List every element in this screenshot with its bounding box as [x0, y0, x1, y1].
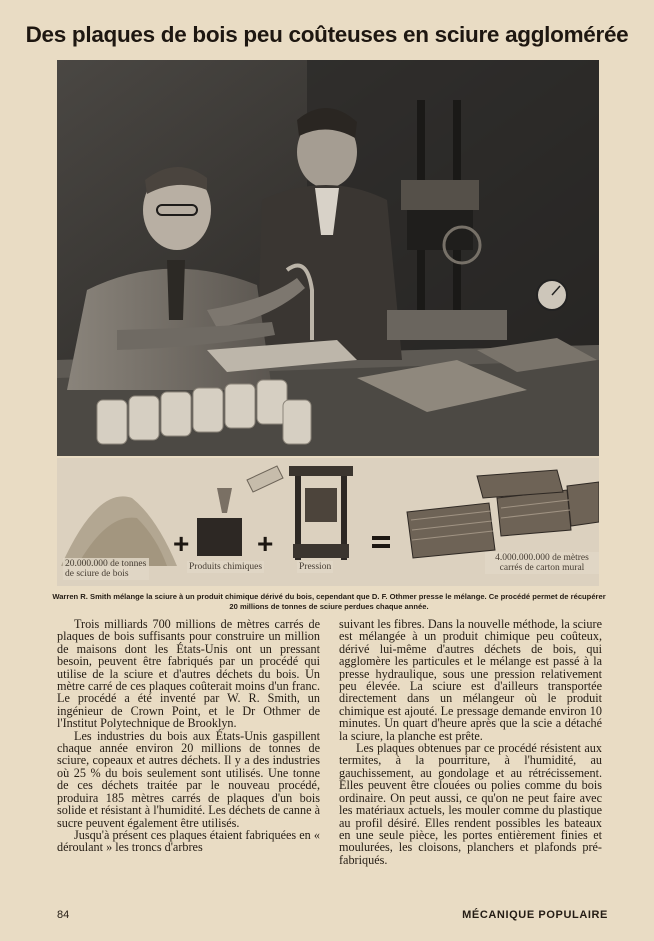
article-title: Des plaques de bois peu coûteuses en sciure agglomérée: [25, 22, 629, 47]
paragraph: Les industries du bois aux États-Unis gaspillent chaque année environ 20 millions de tonnes de sciure, copeaux et autres déchets. Il y a des industries où 25 % du bois seulement sont utilisés. Une tonne de ces déchets traitée par le nouveau procédé, produira 185 mètres carrés de plaques d'un bois solide et résistant à l'humidité. Les déchets de canne à sucre peuvent également être utilisés.: [57, 728, 320, 830]
plus-symbol-2: +: [257, 528, 274, 559]
paragraph: Jusqu'à présent ces plaques étaient fabriquées en « déroulant » les troncs d'arbres: [57, 827, 320, 855]
diagram-label-result: 4.000.000.000 de mètres carrés de carton mural: [485, 552, 599, 574]
page-number: 84: [57, 909, 70, 921]
diagram-label-chemicals: Produits chimiques: [189, 562, 263, 572]
paragraph: Les plaques obtenues par ce procédé résistent aux termites, à la pourriture, à l'humidité, au gauchissement, au gondolage et au rétrécissement. Elles peuvent être clouées ou polies comme du bois ordinaire. On peut aussi, ce qu'on ne peut faire avec les matériaux actuels, les mouler comme du plastique au profil désiré. Elles rendent possibles les bateaux en une seule pièce, les portes entièrement finies et moulurées, les cloisons, planchers et plafonds pré-fabriqués.: [339, 741, 602, 867]
magazine-name: MÉCANIQUE POPULAIRE: [462, 909, 608, 921]
article-column-1: [57, 618, 320, 854]
article-column-2: [339, 618, 602, 866]
diagram-label-sawdust: 20.000.000 de tonnes de sciure de bois: [63, 558, 149, 580]
photo-caption: Warren R. Smith mélange la sciure à un produit chimique dérivé du bois, cependant que D. F. Othmer presse le mélange. Ce procédé permet de récupérer 20 millions de tonnes de sciure perdues chaque année.: [52, 592, 606, 611]
lab-photo: [57, 60, 599, 456]
process-diagram: [57, 458, 599, 586]
equals-symbol-top: [372, 536, 390, 540]
plus-symbol-1: +: [173, 528, 190, 559]
paragraph: Trois milliards 700 millions de mètres carrés de plaques de bois suffisants pour construire un million de maisons dont les États-Unis ont un pressant besoin, peuvent être fabriqués par un procédé qui utilise de la sciure et d'autres déchets du bois. Un mètre carré de ces plaques coûterait moins d'un franc. Le procédé a été inventé par W. R. Smith, un ingénieur de Crown Point, et le Dr Othmer de l'Institut Polytechnique de Brooklyn.: [57, 617, 320, 731]
diagram-label-pressure: Pression: [299, 562, 332, 572]
paragraph: suivant les fibres. Dans la nouvelle méthode, la sciure est mélangée à un produit chimique peu coûteux, dérivé lui-même d'autres déchets de bois, qui agglomère les particules et le mélange est passé à la presse hydraulique, sous une pression relativement peu élevée. La sciure est d'ailleurs transportée directement dans un mélangeur où le produit chimique est ajouté. Le pressage demande environ 10 minutes. Un quart d'heure après que la scie a détaché la sciure, la planche est prête.: [339, 617, 602, 743]
equals-symbol-bottom: [372, 544, 390, 548]
lab-photo-illustration: [57, 60, 599, 456]
